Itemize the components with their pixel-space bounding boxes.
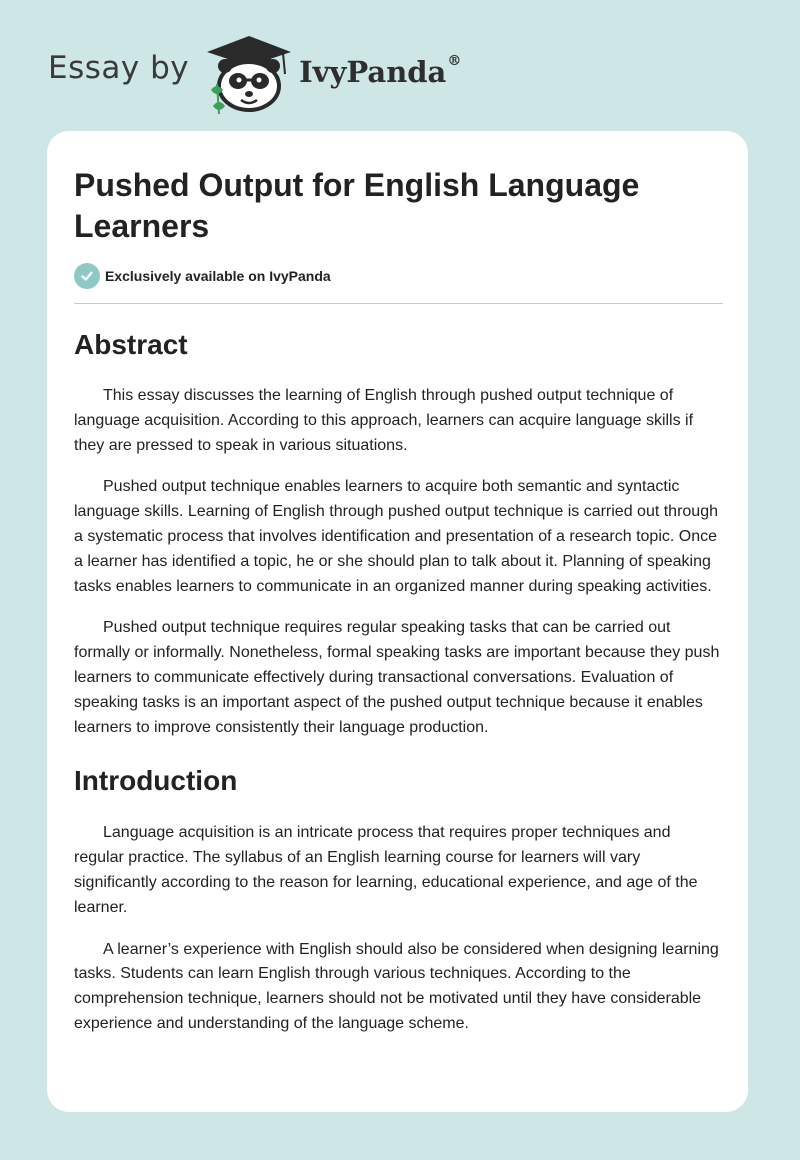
check-icon — [74, 263, 100, 289]
paragraph: A learner’s experience with English should also be considered when designing learning tasks. Students can learn English through various techniques. According to the comprehension technique, learners should not be motivated until they have considerable experience and understanding of the language scheme. — [74, 940, 719, 1032]
paragraph: Pushed output technique requires regular speaking tasks that can be carried out formally or informally. Nonetheless, formal speaking tasks are important because they push learners to communicate effectively during transactional conversations. Evaluation of speaking tasks is an important aspect of the pushed output technique because it enables learners to improve consistently their language production. — [74, 619, 720, 736]
article-card — [47, 131, 748, 1112]
site-header — [48, 34, 461, 114]
page-title: Pushed Output for English Language Learners — [74, 167, 640, 244]
exclusive-label: Exclusively available on IvyPanda — [105, 268, 331, 284]
exclusive-badge — [74, 263, 331, 289]
section-heading-abstract: Abstract — [74, 329, 188, 360]
paragraph: This essay discusses the learning of English through pushed output technique of language acquisition. According to this approach, learners can acquire language skills if they are pressed to speak in various situations. — [74, 387, 694, 454]
panda-graduate-icon — [203, 34, 295, 114]
essay-by-label: Essay by — [48, 50, 190, 86]
brand-name[interactable]: IvyPanda® — [299, 53, 462, 89]
paragraph: Pushed output technique enables learners to acquire both semantic and syntactic language skills. Learning of English through pushed output technique is carried out through a systematic process that involves identification and presentation of a research topic. Once a learner has identified a topic, he or she should plan to talk about it. Planning of speaking tasks enables learners to communicate in an organized manner during speaking activities. — [74, 478, 718, 595]
divider — [74, 303, 723, 304]
section-heading-introduction: Introduction — [74, 765, 238, 797]
paragraph: Language acquisition is an intricate process that requires proper techniques and regular practice. The syllabus of an English learning course for learners will vary significantly according to the reason for learning, educational experience, and age of the learner. — [74, 824, 698, 916]
article-body — [74, 327, 723, 1037]
registered-mark: ® — [447, 53, 462, 70]
